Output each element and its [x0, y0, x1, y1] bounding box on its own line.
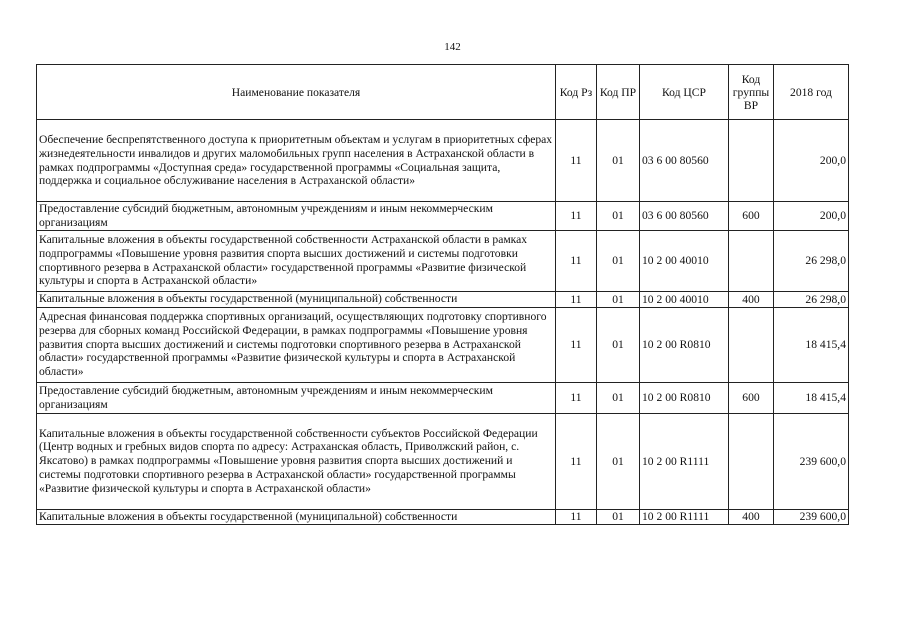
row-pr: 01 [597, 230, 640, 291]
row-rz: 11 [556, 382, 597, 413]
row-pr: 01 [597, 291, 640, 307]
table-row [37, 291, 849, 307]
table-row [37, 230, 849, 291]
table-row [37, 120, 849, 202]
header-name: Наименование показателя [37, 65, 556, 120]
row-csr: 03 6 00 80560 [640, 202, 729, 231]
row-pr: 01 [597, 120, 640, 202]
table-row [37, 202, 849, 231]
row-rz: 11 [556, 509, 597, 524]
table-row [37, 413, 849, 509]
row-pr: 01 [597, 307, 640, 382]
row-amount: 200,0 [774, 202, 849, 231]
row-rz: 11 [556, 413, 597, 509]
row-rz: 11 [556, 307, 597, 382]
row-vr: 400 [729, 291, 774, 307]
row-csr: 10 2 00 R0810 [640, 382, 729, 413]
header-vr: Код группы ВР [729, 65, 774, 120]
row-vr: 600 [729, 382, 774, 413]
row-amount: 26 298,0 [774, 291, 849, 307]
row-name: Предоставление субсидий бюджетным, автономным учреждениям и иным некоммерческим организациям [37, 202, 556, 231]
budget-table [36, 64, 849, 525]
row-name: Капитальные вложения в объекты государственной собственности Астраханской области в рамках подпрограммы «Повышение уровня развития спорта высших достижений и системы подготовки спортивного резерва в Астраханской области» государственной программы «Развитие физической культуры и спорта в Астраханской области» [37, 230, 556, 291]
header-csr: Код ЦСР [640, 65, 729, 120]
row-name: Адресная финансовая поддержка спортивных организаций, осуществляющих подготовку спортивного резерва для сборных команд Российской Федерации, в рамках подпрограммы «Повышение уровня развития спорта высших достижений и системы подготовки спортивного резерва в Астраханской области» государственной программы «Развитие физической культуры и спорта в Астраханской области» [37, 307, 556, 382]
header-year: 2018 год [774, 65, 849, 120]
row-amount: 26 298,0 [774, 230, 849, 291]
row-csr: 10 2 00 R1111 [640, 413, 729, 509]
header-rz: Код Рз [556, 65, 597, 120]
table-row [37, 382, 849, 413]
row-vr: 600 [729, 202, 774, 231]
row-name: Капитальные вложения в объекты государственной (муниципальной) собственности [37, 509, 556, 524]
row-pr: 01 [597, 509, 640, 524]
row-rz: 11 [556, 230, 597, 291]
row-rz: 11 [556, 120, 597, 202]
row-amount: 200,0 [774, 120, 849, 202]
row-csr: 10 2 00 R1111 [640, 509, 729, 524]
row-amount: 18 415,4 [774, 382, 849, 413]
table-header-row [37, 65, 849, 120]
row-vr [729, 413, 774, 509]
row-vr: 400 [729, 509, 774, 524]
row-name: Предоставление субсидий бюджетным, автономным учреждениям и иным некоммерческим организациям [37, 382, 556, 413]
row-vr [729, 307, 774, 382]
row-amount: 239 600,0 [774, 413, 849, 509]
page-number: 142 [444, 41, 461, 53]
row-pr: 01 [597, 202, 640, 231]
row-amount: 239 600,0 [774, 509, 849, 524]
row-csr: 03 6 00 80560 [640, 120, 729, 202]
table-row [37, 307, 849, 382]
row-vr [729, 120, 774, 202]
row-vr [729, 230, 774, 291]
row-rz: 11 [556, 291, 597, 307]
row-csr: 10 2 00 R0810 [640, 307, 729, 382]
row-amount: 18 415,4 [774, 307, 849, 382]
row-rz: 11 [556, 202, 597, 231]
row-name: Капитальные вложения в объекты государственной (муниципальной) собственности [37, 291, 556, 307]
row-pr: 01 [597, 413, 640, 509]
header-pr: Код ПР [597, 65, 640, 120]
row-name: Обеспечение беспрепятственного доступа к приоритетным объектам и услугам в приоритетных сферах жизнедеятельности инвалидов и других маломобильных групп населения в Астраханской области в рамках подпрограммы «Доступная среда» государственной программы «Социальная защита, поддержка и социальное обслуживание населения в Астраханской области» [37, 120, 556, 202]
row-name: Капитальные вложения в объекты государственной собственности субъектов Российской Федерации (Центр водных и гребных видов спорта по адресу: Астраханская область, Приволжский район, с. Яксатово) в рамках подпрограммы «Повышение уровня развития спорта высших достижений и системы подготовки спортивного резерва в Астраханской области» государственной программы «Развитие физической культуры и спорта в Астраханской области» [37, 413, 556, 509]
table-row [37, 509, 849, 524]
row-csr: 10 2 00 40010 [640, 291, 729, 307]
row-csr: 10 2 00 40010 [640, 230, 729, 291]
row-pr: 01 [597, 382, 640, 413]
